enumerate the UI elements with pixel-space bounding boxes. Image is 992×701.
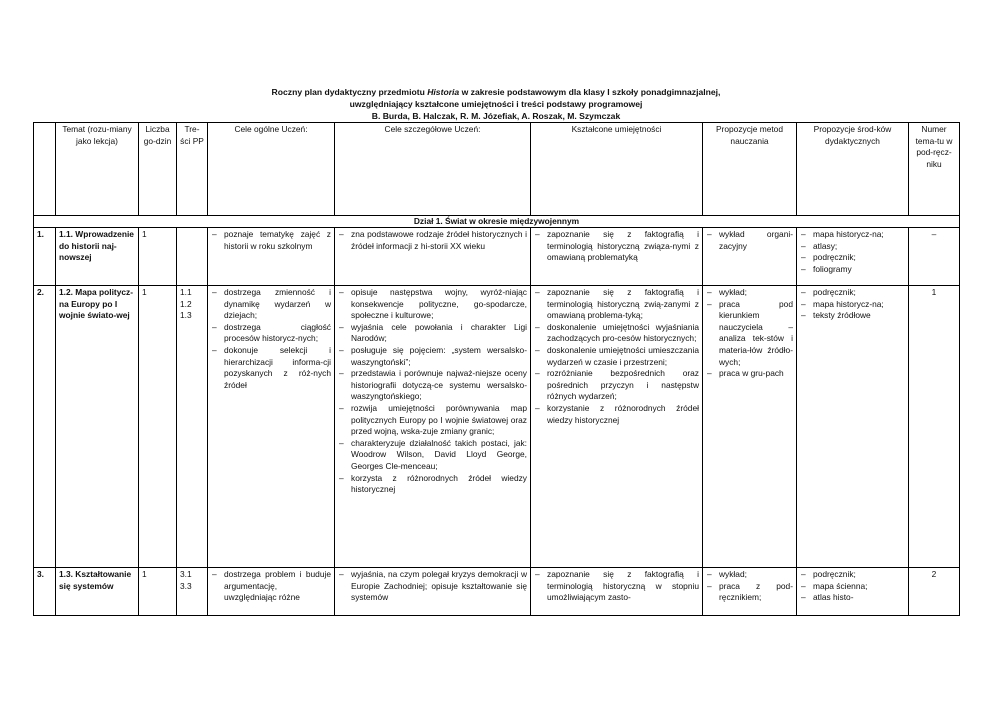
list-item: – podręcznik; [800, 287, 905, 299]
general-goals-list [211, 229, 331, 252]
row-hours: 1 [139, 568, 177, 616]
list-item: – dostrzega ciągłość procesów historycz-nych; [211, 322, 331, 345]
header-specific-goals: Cele szczegółowe Uczeń: [335, 123, 531, 216]
resources-list [800, 569, 905, 604]
list-item: – mapa historycz-na; [800, 299, 905, 311]
row-number: 2. [34, 286, 56, 568]
specific-goals-list [338, 229, 527, 252]
header-methods: Propozycje metod nauczania [703, 123, 797, 216]
section-row [34, 216, 960, 228]
list-item: – przedstawia i porównuje najważ-niejsze oceny historiografii dotyczą-ce systemu wersalsko-waszyngtońskiego; [338, 368, 527, 403]
row-number: 3. [34, 568, 56, 616]
general-goals-list [211, 569, 331, 604]
list-item: – wykład organi-zacyjny [706, 229, 793, 252]
list-item: – opisuje następstwa wojny, wyróż-niając konsekwencje polityczne, go-spodarcze, społeczne i kulturowe; [338, 287, 527, 322]
list-item: – rozwija umiejętności porównywania map politycznych Europy po I wojnie światowej oraz przed wojną, wska-zuje zmiany granic; [338, 403, 527, 438]
title-line-2: uwzględniający kształcone umiejętności i treści podstawy programowej [349, 99, 643, 109]
header-topic: Temat (rozu-miany jako lekcja) [56, 123, 139, 216]
list-item: – zapoznanie się z faktografią i terminologią historyczną w stopniu umożliwiającym zasto- [534, 569, 699, 604]
row-topic: 1.1. Wprowadzenie do historii naj-nowszej [56, 228, 139, 286]
list-item: – wyjaśnia, na czym polegał kryzys demokracji w Europie Zachodniej; opisuje kształtowanie się systemów [338, 569, 527, 604]
list-item: – praca z pod-ręcznikiem; [706, 581, 793, 604]
table-row [34, 228, 960, 286]
skills-list [534, 287, 699, 426]
table-body [34, 228, 960, 616]
row-specific-goals [335, 568, 531, 616]
list-item: – zapoznanie się z faktografią i terminologią historyczną zwią-zanymi z omawianą problema-tyką; [534, 287, 699, 322]
list-item: – doskonalenie umiejętności umieszczania wydarzeń w czasie i przestrzeni; [534, 345, 699, 368]
skills-list [534, 229, 699, 264]
list-item: – mapa historycz-na; [800, 229, 905, 241]
document-title [0, 86, 992, 122]
row-topic: 1.2. Mapa politycz-na Europy po I wojnie świato-wej [56, 286, 139, 568]
list-item: – foliogramy [800, 264, 905, 276]
list-item: – mapa ścienna; [800, 581, 905, 593]
specific-goals-list [338, 287, 527, 496]
header-num [34, 123, 56, 216]
list-item: – praca w gru-pach [706, 368, 793, 380]
row-textbook-number: – [909, 228, 960, 286]
row-resources [797, 568, 909, 616]
header-textbook-number: Numer tema-tu w pod-ręcz-niku [909, 123, 960, 216]
row-pp [177, 568, 208, 616]
resources-list [800, 287, 905, 322]
pp-item: 1.2 [180, 298, 192, 309]
list-item: – rozróżnianie bezpośrednich oraz pośrednich przyczyn i następstw różnych wydarzeń; [534, 368, 699, 403]
pp-item: 1.3 [180, 310, 192, 321]
resources-list [800, 229, 905, 275]
row-hours: 1 [139, 286, 177, 568]
pp-item: 3.1 [180, 569, 192, 579]
row-methods [703, 568, 797, 616]
section-title: Dział 1. Świat w okresie międzywojennym [34, 216, 960, 228]
list-item: – dostrzega problem i buduje argumentację, uwzględniając różne [211, 569, 331, 604]
list-item: – posługuje się pojęciem: „system wersalsko-waszyngtoński”; [338, 345, 527, 368]
row-pp [177, 286, 208, 568]
list-item: – korzystanie z różnorodnych źródeł wiedzy historycznej [534, 403, 699, 426]
row-skills [531, 228, 703, 286]
pp-item: 1.1 [180, 287, 192, 297]
row-specific-goals [335, 286, 531, 568]
header-hours: Liczba go-dzin [139, 123, 177, 216]
row-specific-goals [335, 228, 531, 286]
methods-list [706, 229, 793, 252]
title-subject: Historia [427, 87, 460, 97]
header-row [34, 123, 960, 216]
title-authors: B. Burda, B. Halczak, R. M. Józefiak, A. Roszak, M. Szymczak [371, 111, 621, 121]
row-general-goals [208, 568, 335, 616]
plan-table [33, 122, 960, 616]
list-item: – praca pod kierunkiem nauczyciela – analiza tek-stów i materia-łów źródło-wych; [706, 299, 793, 369]
row-resources [797, 228, 909, 286]
row-methods [703, 286, 797, 568]
table-row [34, 286, 960, 568]
list-item: – charakteryzuje działalność takich postaci, jak: Woodrow Wilson, David Lloyd George, Georges Cle-menceau; [338, 438, 527, 473]
row-topic: 1.3. Kształtowanie się systemów [56, 568, 139, 616]
title-line-1a: Roczny plan dydaktyczny przedmiotu [271, 87, 428, 97]
row-textbook-number: 1 [909, 286, 960, 568]
list-item: – atlas histo- [800, 592, 905, 604]
list-item: – wykład; [706, 569, 793, 581]
header-general-goals: Cele ogólne Uczeń: [208, 123, 335, 216]
list-item: – podręcznik; [800, 569, 905, 581]
header-resources: Propozycje środ-ków dydaktycznych [797, 123, 909, 216]
row-methods [703, 228, 797, 286]
general-goals-list [211, 287, 331, 391]
list-item: – dostrzega zmienność i dynamikę wydarzeń w dziejach; [211, 287, 331, 322]
row-skills [531, 286, 703, 568]
row-hours: 1 [139, 228, 177, 286]
methods-list [706, 569, 793, 604]
list-item: – zna podstawowe rodzaje źródeł historycznych i źródeł informacji z hi-storii XX wieku [338, 229, 527, 252]
title-line-1c: w zakresie podstawowym dla klasy I szkoły ponadgimnazjalnej, [459, 87, 721, 97]
specific-goals-list [338, 569, 527, 604]
list-item: – zapoznanie się z faktografią i terminologią historyczną związa-nymi z omawianą problematyką [534, 229, 699, 264]
list-item: – poznaje tematykę zajęć z historii w roku szkolnym [211, 229, 331, 252]
row-skills [531, 568, 703, 616]
row-pp [177, 228, 208, 286]
row-general-goals [208, 286, 335, 568]
list-item: – teksty źródłowe [800, 310, 905, 322]
header-skills: Kształcone umiejętności [531, 123, 703, 216]
list-item: – atlasy; [800, 241, 905, 253]
table-row [34, 568, 960, 616]
methods-list [706, 287, 793, 380]
skills-list [534, 569, 699, 604]
row-number: 1. [34, 228, 56, 286]
pp-item: 3.3 [180, 580, 192, 591]
row-textbook-number: 2 [909, 568, 960, 616]
row-general-goals [208, 228, 335, 286]
list-item: – podręcznik; [800, 252, 905, 264]
list-item: – wykład; [706, 287, 793, 299]
list-item: – wyjaśnia cele powołania i charakter Ligi Narodów; [338, 322, 527, 345]
row-resources [797, 286, 909, 568]
list-item: – korzysta z różnorodnych źródeł wiedzy historycznej [338, 473, 527, 496]
header-pp: Tre-ści PP [177, 123, 208, 216]
list-item: – doskonalenie umiejętności wyjaśniania zachodzących pro-cesów historycznych; [534, 322, 699, 345]
list-item: – dokonuje selekcji i hierarchizacji informa-cji pozyskanych z róż-nych źródeł [211, 345, 331, 391]
